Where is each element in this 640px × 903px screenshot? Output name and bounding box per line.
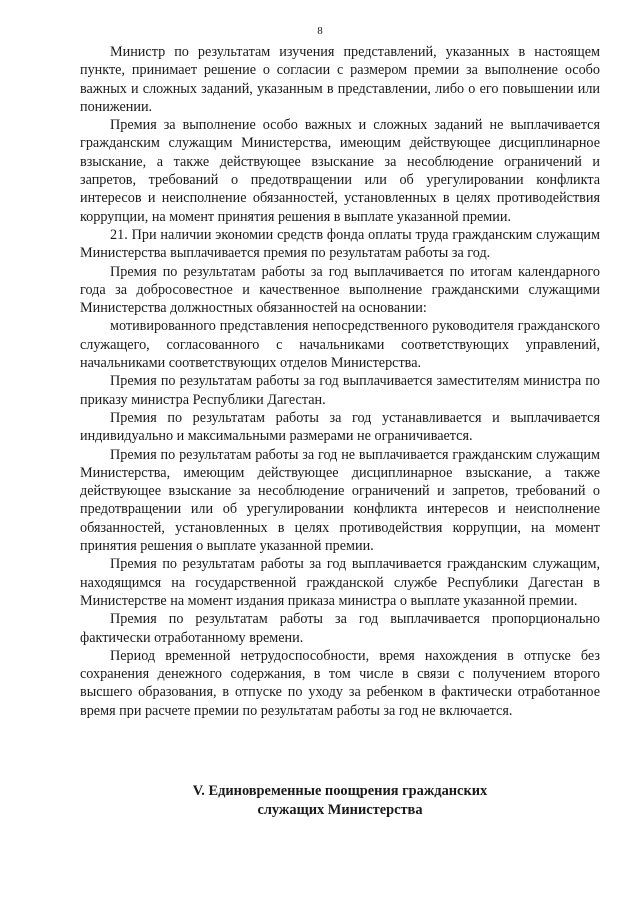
paragraph-deputy-ministers: Премия по результатам работы за год выплачивается заместителям министра по приказу министра Республики Дагестан. xyxy=(80,373,600,408)
section-heading-line-2: служащих Министерства xyxy=(257,802,423,818)
section-heading-line-1: V. Единовременные поощрения гражданских xyxy=(192,783,488,799)
paragraph-annual-bonus-not-paid: Премия по результатам работы за год не выплачивается гражданским служащим Министерства, имеющим действующее дисциплинарное взыскание, а также действующее взыскание за несоблюдение ограничений и запретов, требований о предотвращении или об урегулировании конфликта интересов и неисполнение обязанностей, установленных в целях противодействия коррупции, на момент принятия решения о выплате указанной премии. xyxy=(80,446,600,555)
paragraph-individual-amount: Премия по результатам работы за год устанавливается и выплачивается индивидуально и максимальными размерами не ограничивается. xyxy=(80,409,600,445)
paragraph-excluded-periods: Период временной нетрудоспособности, время нахождения в отпуске без сохранения денежного содержания, в том числе в связи с получением второго высшего образования, в отпуске по уходу за ребенком в фактически отработанное время при расчете премии по результатам работы за год не включается. xyxy=(80,647,600,719)
paragraph-minister-decision: Министр по результатам изучения представлений, указанных в настоящем пункте, принимает решение о согласии с размером премии за выполнение особо важных и сложных заданий, указанным в представлении, либо о его повышении или понижении. xyxy=(80,44,600,115)
paragraph-proportional: Премия по результатам работы за год выплачивается пропорционально фактически отработанному времени. xyxy=(80,611,600,646)
paragraph-clause-21: 21. При наличии экономии средств фонда оплаты труда гражданским служащим Министерства выплачивается премия по результатам работы за год. xyxy=(80,226,600,262)
paragraph-employees-in-service: Премия по результатам работы за год выплачивается гражданским служащим, находящимся на государственной гражданской службе Республики Дагестан в Министерстве на момент издания приказа министра о выплате указанной премии. xyxy=(80,556,600,609)
paragraph-bonus-not-paid-important-tasks: Премия за выполнение особо важных и сложных заданий не выплачивается гражданским служащим Министерства, имеющим действующее дисциплинарное взыскание, а также действующее взыскание за несоблюдение ограничений и запретов, требований о предотвращении или об урегулировании конфликта интересов и неисполнение обязанностей, установленных в целях противодействия коррупции, на момент принятия решения в выплате указанной премии. xyxy=(80,117,600,225)
page-number: 8 xyxy=(317,25,323,37)
paragraph-motivated-submission: мотивированного представления непосредственного руководителя гражданского служащего, согласованного с начальниками соответствующих управлений, начальниками соответствующих отделов Министерства. xyxy=(80,318,600,372)
section-heading xyxy=(80,782,600,820)
paragraph-annual-bonus-basis: Премия по результатам работы за год выплачивается по итогам календарного года за добросовестное и качественное выполнение гражданскими служащими Министерства должностных обязанностей на основании: xyxy=(80,263,600,317)
document-body xyxy=(80,43,600,720)
